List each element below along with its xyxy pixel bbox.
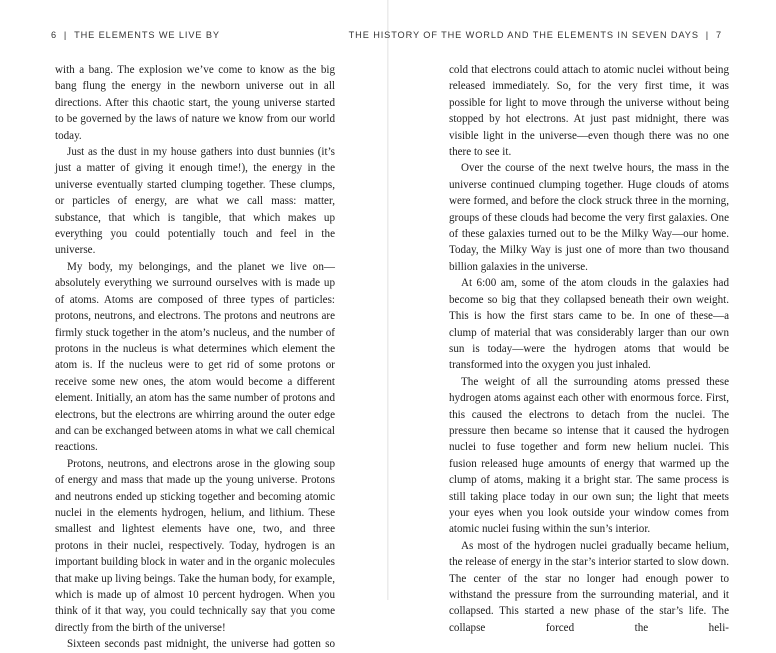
right-paragraph-1: cold that electrons could attach to atomic nuclei without being released immediately. So, for the very first time, it was possible for light to move through the universe without being stopped by hot electrons. At just past midnight, there was visible light in the universe—even though there was no one there to see it. [449, 64, 729, 159]
left-page [0, 0, 388, 651]
right-page [348, 0, 776, 634]
right-paragraph-4: The weight of all the surrounding atoms pressed these hydrogen atoms against each other with enormous force. First, this caused the electrons to detach from the nuclei. The pressure then became so intense that it caused the hydrogen nuclei to fuse together and form new helium nuclei. This fusion released huge amounts of energy that warmed up the clump of atoms, making it a bright star. The same process is still taking place today in our own sun; the light that meets your eyes when you look outside your window comes from atomic nuclei fusing within the sun’s interior. [449, 375, 729, 536]
left-head-separator: | [63, 30, 68, 40]
right-body-text [449, 62, 729, 636]
right-paragraph-2: Over the course of the next twelve hours, the mass in the universe continued clumping together. Huge clouds of atoms were formed, and before the clock struck three in the morning, groups of these clouds had become the very first galaxies. One of these galaxies turned out to be the Milky Way—our home. Today, the Milky Way is just one of more than two thousand billion galaxies in the universe. [449, 162, 729, 273]
right-paragraph-5: As most of the hydrogen nuclei gradually became helium, the release of energy in the star’s interior started to slow down. The center of the star no longer had enough power to withstand the pressure from the surrounding material, and it collapsed. This started a new phase of the star’s life. The collapse forced the heli- [449, 539, 729, 634]
right-head-separator: | [705, 30, 710, 40]
right-page-number: 7 [715, 30, 722, 40]
left-paragraph-5: Sixteen seconds past midnight, the universe had gotten so [67, 638, 335, 651]
left-paragraph-2: Just as the dust in my house gathers into dust bunnies (it’s just a matter of giving it enough time!), the energy in the universe eventually started clumping together. These clumps, or particles of energy, are what we call mass: matter, substance, that which is tangible, that which makes up everything you could potentially touch and feel in the universe. [55, 146, 335, 257]
left-paragraph-3: My body, my belongings, and the planet we live on—absolutely everything we surround ourselves with is made up of atoms. Atoms are composed of three types of particles: protons, neutrons, and electrons. The protons and neutrons are firmly stuck together in the atom’s nucleus, and the number of protons in the nucleus is what determines which element the atom is. If the nucleus were to get rid of some protons or receive some new ones, the atom would become a different element. Initially, an atom has the same number of protons and electrons, but the electrons are whirring around the outer edge and can be exchanged between atoms in what we call chemical reactions. [55, 260, 335, 454]
left-page-number: 6 [51, 30, 58, 40]
left-running-head [51, 30, 220, 40]
right-paragraph-3: At 6:00 am, some of the atom clouds in the galaxies had become so big that they collapsed beneath their own weight. This is how the first stars came to be. In one of these—a clump of material that was considerably larger than our own sun is today—were the hydrogen atoms that would be transformed into the oxygen you just inhaled. [449, 277, 729, 372]
left-paragraph-4: Protons, neutrons, and electrons arose in the glowing soup of energy and mass that made up the young universe. Protons and neutrons ended up sticking together and becoming atomic nuclei in the elements hydrogen, helium, and lithium. These smallest and lightest elements have one, two, and three protons in their nuclei, respectively. Today, hydrogen is an important building block in water and in the organic molecules that make up living beings. Take the human body, for example, which is made up of almost 10 percent hydrogen. When you think of it that way, you could technically say that you come directly from the birth of the universe! [55, 457, 335, 634]
right-head-title: THE HISTORY OF THE WORLD AND THE ELEMENTS IN SEVEN DAYS [348, 30, 699, 40]
right-running-head [349, 30, 722, 40]
left-body-text [55, 62, 335, 653]
left-paragraph-1: with a bang. The explosion we’ve come to know as the big bang flung the energy in the newborn universe out in all directions. After this chaotic start, the young universe started to be governed by the laws of nature we know from our world today. [55, 64, 335, 142]
left-head-title: THE ELEMENTS WE LIVE BY [74, 30, 220, 40]
